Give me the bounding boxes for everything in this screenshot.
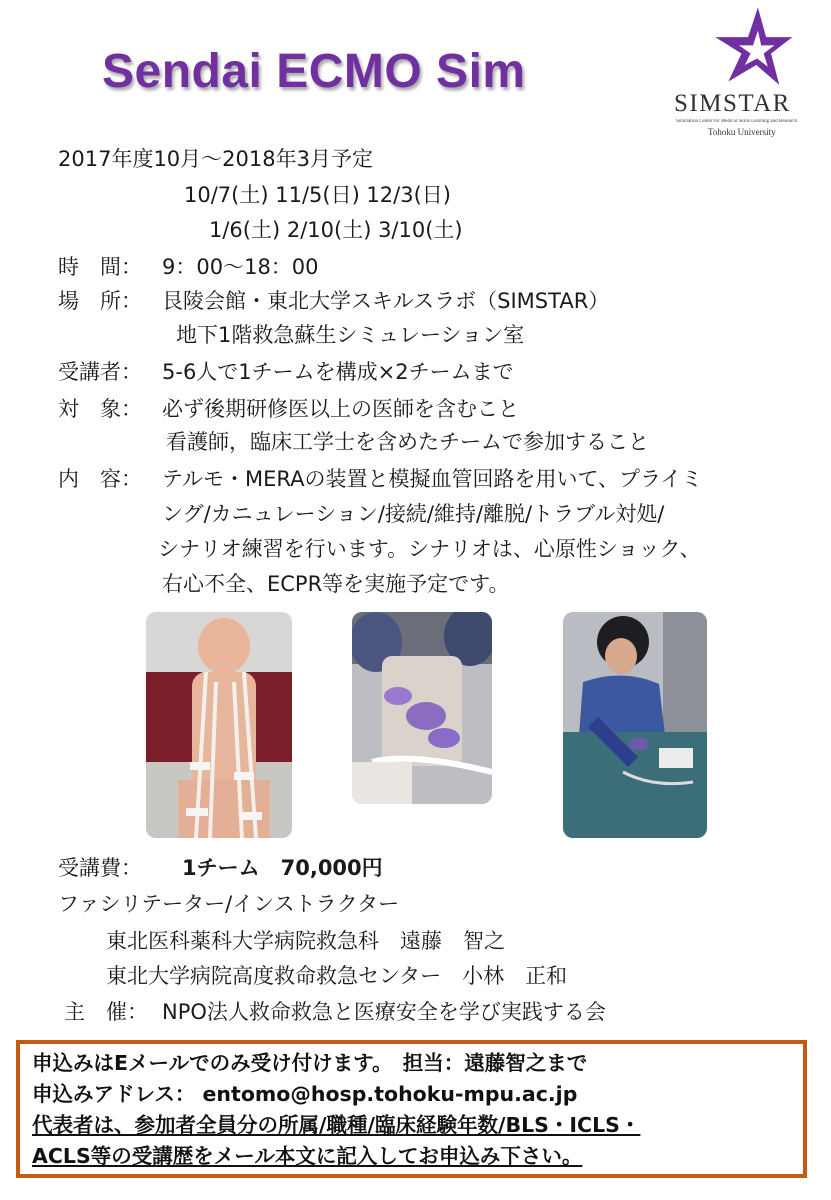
application-notice-box [16,1040,807,1178]
instructor-1: 東北医科薬科大学病院救急科 遠藤 智之 [106,929,505,953]
instructor-2: 東北大学病院高度救命救急センター 小林 正和 [106,964,568,988]
time-label: 時 間： [58,255,142,279]
notice-line-4: ACLS等の受講歴をメール本文に記入してお申込み下さい。 [32,1144,583,1168]
fee-label: 受講費： [58,856,142,880]
logo-name: SIMSTAR [674,90,791,117]
schedule-period: 2017年度10月～2018年3月予定 [58,147,373,171]
target-value-1: 必ず後期研修医以上の医師を含むこと [162,397,519,421]
place-value-1: 艮陵会館・東北大学スキルスラボ（SIMSTAR） [162,289,610,313]
logo-university: Tohoku University [708,127,776,137]
notice-email-line: 申込みアドレス： entomo@hosp.tohoku-mpu.ac.jp [32,1082,578,1106]
content-value-2: ング/カニュレーション/接続/維持/離脱/トラブル対処/ [162,502,665,526]
content-value-1: テルモ・MERAの装置と模擬血管回路を用いて、プライミ [162,467,703,491]
content-value-4: 右心不全、ECPR等を実施予定です。 [162,572,510,596]
content-label: 内 容： [58,467,142,491]
instructors-heading: ファシリテーター/インストラクター [58,892,400,916]
place-label: 場 所： [58,289,142,313]
star-icon [712,6,794,88]
participants-value: 5-6人で1チームを構成×2チームまで [162,360,514,384]
target-value-2: 看護師，臨床工学士を含めたチームで参加すること [166,430,649,454]
photo-ecmo-mannequin [146,612,292,838]
target-label: 対 象： [58,397,142,421]
content-value-3: シナリオ練習を行います。シナリオは、心原性ショック、 [158,537,701,561]
organizer-label: 主 催： [64,1000,148,1024]
time-value: 9：00～18：00 [162,255,319,279]
notice-line-1: 申込みはEメールでのみ受け付けます。 担当：遠藤智之まで [32,1051,588,1075]
place-value-2: 地下1階救急蘇生シミュレーション室 [176,323,525,347]
notice-line-3: 代表者は、参加者全員分の所属/職種/臨床経験年数/BLS・ICLS・ [32,1113,641,1137]
logo-subtitle: Simulation Center for Medical Skills Learning and Research [676,119,798,124]
participants-label: 受講者： [58,360,142,384]
photo-cannulation-practice [352,612,492,804]
page-title: Sendai ECMO Sim [102,45,526,98]
fee-value: 1チーム 70,000円 [182,856,383,880]
organizer-value: NPO法人救命救急と医療安全を学び実践する会 [162,1000,606,1024]
photo-team-procedure [563,612,707,838]
simstar-logo [670,6,830,141]
schedule-dates-row-2: 1/6(土) 2/10(土) 3/10(土) [209,218,463,242]
schedule-dates-row-1: 10/7(土) 11/5(日) 12/3(日) [184,183,451,207]
